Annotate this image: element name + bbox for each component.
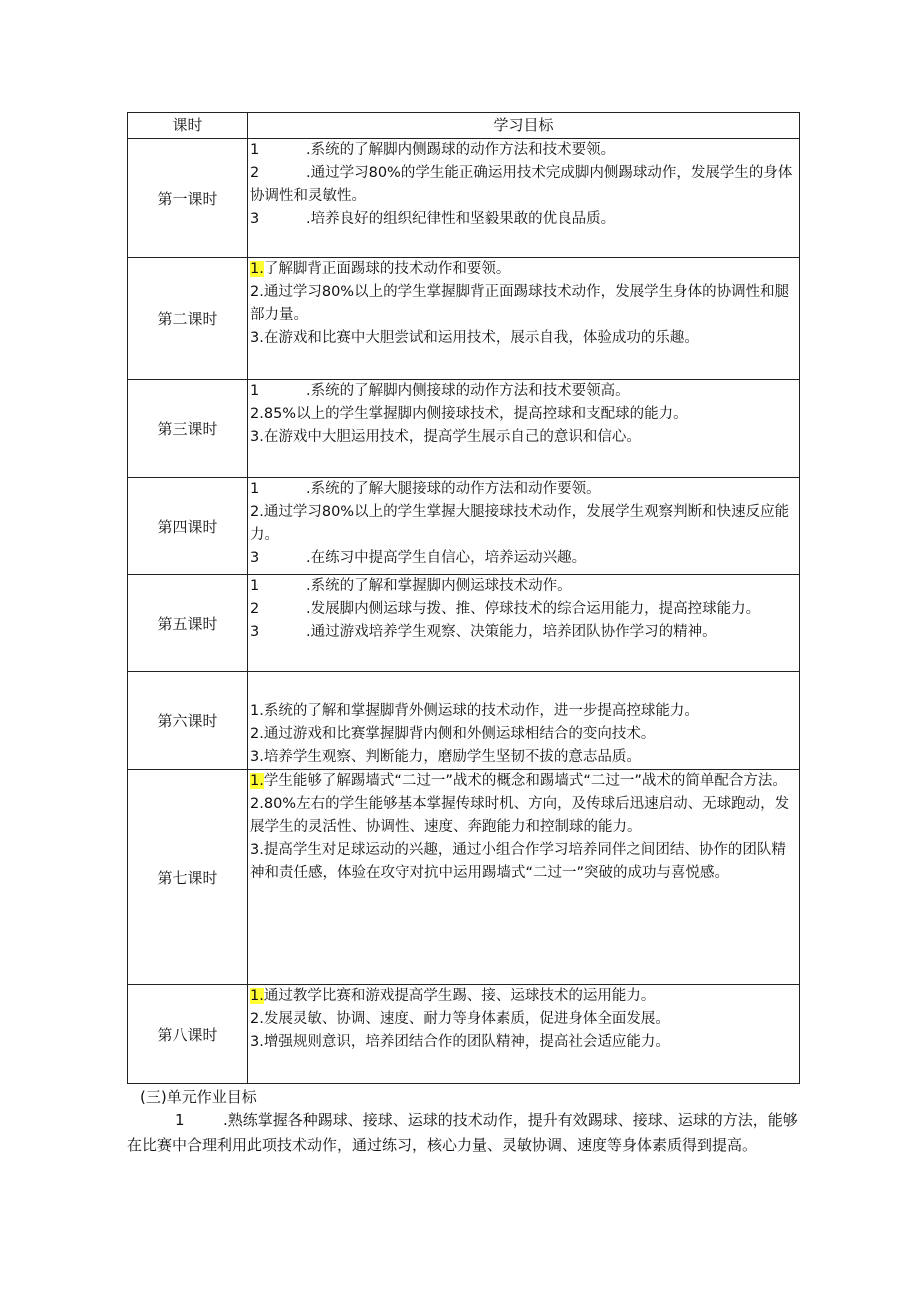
goal-cell — [248, 258, 800, 380]
goal-item: 3 .通过游戏培养学生观察、决策能力，培养团队协作学习的精神。 — [250, 624, 717, 640]
highlight-mark: 1. — [250, 773, 264, 789]
goal-cell — [248, 380, 800, 478]
goal-item: 2.80%左右的学生能够基本掌握传球时机、方向，及传球后迅速启动、无球跑动，发展学生的灵活性、协调性、速度、奔跑能力和控制球的能力。 — [250, 796, 790, 835]
lesson-label: 第五课时 — [128, 575, 248, 672]
lesson-label: 第六课时 — [128, 672, 248, 770]
table-row — [128, 478, 800, 575]
lesson-label: 第四课时 — [128, 478, 248, 575]
header-goal: 学习目标 — [248, 113, 800, 139]
lesson-label: 第二课时 — [128, 258, 248, 380]
goal-item: 3.在游戏中大胆运用技术，提高学生展示自己的意识和信心。 — [250, 429, 641, 445]
goal-item: 1.通过教学比赛和游戏提高学生踢、接、运球技术的运用能力。 — [250, 988, 656, 1004]
goal-item: 1 .系统的了解和掌握脚内侧运球技术动作。 — [250, 578, 572, 594]
goal-cell — [248, 985, 800, 1084]
lesson-label: 第七课时 — [128, 770, 248, 985]
goal-item: 3.在游戏和比赛中大胆尝试和运用技术，展示自我，体验成功的乐趣。 — [250, 330, 699, 346]
goal-item: 1.系统的了解和掌握脚背外侧运球的技术动作，进一步提高控球能力。 — [250, 703, 699, 719]
goal-item: 1 .系统的了解脚内侧踢球的动作方法和技术要领。 — [250, 142, 616, 158]
table-row — [128, 258, 800, 380]
goal-item: 1 .系统的了解脚内侧接球的动作方法和技术要领高。 — [250, 383, 630, 399]
table-row — [128, 139, 800, 258]
goal-item: 2 .发展脚内侧运球与拨、推、停球技术的综合运用能力，提高控球能力。 — [250, 601, 761, 617]
lesson-label: 第一课时 — [128, 139, 248, 258]
goal-item: 2.85%以上的学生掌握脚内侧接球技术，提高控球和支配球的能力。 — [250, 406, 688, 422]
goal-item: 1.学生能够了解踢墙式“二过一”战术的概念和踢墙式“二过一”战术的简单配合方法。 — [250, 773, 787, 789]
goal-item: 3 .培养良好的组织纪律性和坚毅果敢的优良品质。 — [250, 211, 616, 227]
section-paragraph — [127, 1108, 800, 1158]
goal-item: 3 .在练习中提高学生自信心，培养运动兴趣。 — [250, 550, 587, 566]
goal-cell — [248, 478, 800, 575]
goal-item: 1 .系统的了解大腿接球的动作方法和动作要领。 — [250, 481, 601, 497]
goal-item: 2.通过学习80%以上的学生掌握脚背正面踢球技术动作，发展学生身体的协调性和腿部力量。 — [250, 284, 790, 323]
highlight-mark: 1. — [250, 261, 264, 277]
highlight-mark: 1. — [250, 988, 264, 1004]
goal-item: 2.通过游戏和比赛掌握脚背内侧和外侧运球相结合的变向技术。 — [250, 726, 656, 742]
goal-item: 2.发展灵敏、协调、速度、耐力等身体素质，促进身体全面发展。 — [250, 1011, 670, 1027]
table-row — [128, 380, 800, 478]
goal-cell — [248, 139, 800, 258]
goal-cell — [248, 575, 800, 672]
table-header-row — [128, 113, 800, 139]
goal-item: 2.通过学习80%以上的学生掌握大腿接球技术动作，发展学生观察判断和快速反应能力。 — [250, 504, 790, 543]
paragraph-number: 1 — [175, 1111, 185, 1129]
table-row — [128, 575, 800, 672]
goal-cell — [248, 672, 800, 770]
goal-item: 3.培养学生观察、判断能力，磨励学生坚韧不拔的意志品质。 — [250, 749, 641, 765]
goal-item: 3.增强规则意识，培养团结合作的团队精神，提高社会适应能力。 — [250, 1034, 670, 1050]
paragraph-text: .熟练掌握各种踢球、接球、运球的技术动作，提升有效踢球、接球、运球的方法，能够在比赛中合理利用此项技术动作，通过练习，核心力量、灵敏协调、速度等身体素质得到提高。 — [127, 1111, 798, 1154]
goal-item: 3.提高学生对足球运动的兴趣，通过小组合作学习培养同伴之间团结、协作的团队精神和责任感，体验在攻守对抗中运用踢墙式“二过一”突破的成功与喜悦感。 — [250, 842, 786, 881]
learning-goals-table — [127, 112, 800, 1084]
goal-item: 2 .通过学习80%的学生能正确运用技术完成脚内侧踢球动作，发展学生的身体协调性和灵敏性。 — [250, 165, 793, 204]
lesson-label: 第八课时 — [128, 985, 248, 1084]
goal-cell — [248, 770, 800, 985]
goal-item: 1.了解脚背正面踢球的技术动作和要领。 — [250, 261, 511, 277]
table-row — [128, 770, 800, 985]
section-title: (三)单元作业目标 — [140, 1088, 257, 1106]
table-row — [128, 672, 800, 770]
lesson-label: 第三课时 — [128, 380, 248, 478]
table-row — [128, 985, 800, 1084]
header-lesson: 课时 — [128, 113, 248, 139]
